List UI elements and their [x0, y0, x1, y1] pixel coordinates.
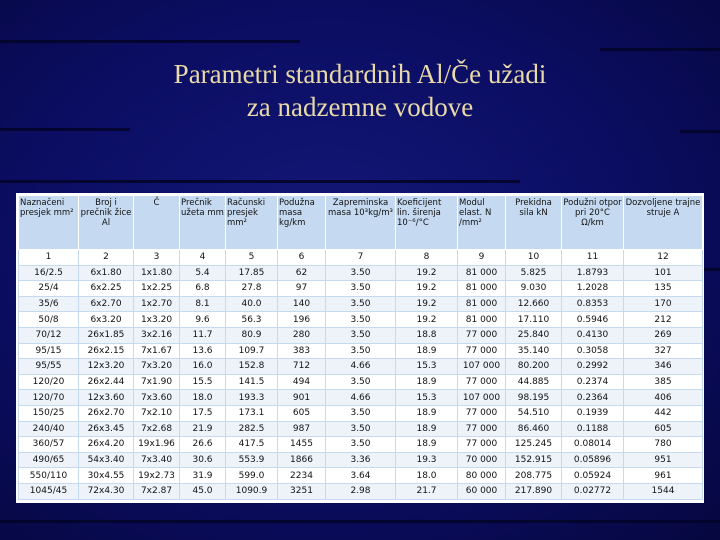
- table-cell: 107 000: [458, 390, 506, 406]
- table-cell: 1045/45: [19, 483, 79, 499]
- table-cell: 26x2.44: [79, 374, 134, 390]
- table-cell: 77 000: [458, 374, 506, 390]
- table-cell: 15.3: [396, 390, 458, 406]
- table-cell: 17.85: [226, 265, 278, 281]
- table-cell: 16.0: [180, 359, 226, 375]
- background-streak: [0, 180, 520, 183]
- table-cell: 25/4: [19, 281, 79, 297]
- index-cell: 1: [19, 250, 79, 266]
- table-cell: 62: [278, 265, 326, 281]
- table-cell: 0.05924: [562, 468, 624, 484]
- table-row: [19, 296, 703, 312]
- table-cell: 95/15: [19, 343, 79, 359]
- table-row: [19, 421, 703, 437]
- table-cell: 150/25: [19, 405, 79, 421]
- table-cell: 86.460: [506, 421, 562, 437]
- background-streak: [0, 128, 130, 131]
- table-cell: 107 000: [458, 359, 506, 375]
- table-cell: 7x3.60: [134, 390, 180, 406]
- table-cell: 494: [278, 374, 326, 390]
- table-cell: 81 000: [458, 281, 506, 297]
- index-cell: 10: [506, 250, 562, 266]
- table-row: [19, 265, 703, 281]
- parameters-table: [18, 195, 703, 500]
- table-cell: 27.8: [226, 281, 278, 297]
- table-cell: 77 000: [458, 327, 506, 343]
- title-line-2: za nadzemne vodove: [246, 92, 474, 122]
- table-cell: 5.4: [180, 265, 226, 281]
- header-cell: Dozvoljene trajne struje A: [624, 196, 703, 250]
- table-cell: 3.50: [326, 405, 396, 421]
- table-cell: 25.840: [506, 327, 562, 343]
- table-cell: 327: [624, 343, 703, 359]
- index-cell: 7: [326, 250, 396, 266]
- table-cell: 9.030: [506, 281, 562, 297]
- table-cell: 18.8: [396, 327, 458, 343]
- table-cell: 13.6: [180, 343, 226, 359]
- table-cell: 54x3.40: [79, 452, 134, 468]
- table-cell: 21.7: [396, 483, 458, 499]
- table-cell: 95/55: [19, 359, 79, 375]
- table-cell: 0.02772: [562, 483, 624, 499]
- table-cell: 550/110: [19, 468, 79, 484]
- title-line-1: Parametri standardnih Al/Če užadi: [173, 59, 547, 89]
- table-cell: 1866: [278, 452, 326, 468]
- table-cell: 240/40: [19, 421, 79, 437]
- table-row: [19, 452, 703, 468]
- table-row: [19, 483, 703, 499]
- index-cell: 2: [79, 250, 134, 266]
- table-cell: 1.8793: [562, 265, 624, 281]
- table-cell: 1544: [624, 483, 703, 499]
- table-cell: 4.66: [326, 390, 396, 406]
- table-cell: 193.3: [226, 390, 278, 406]
- header-cell: Modul elast. N /mm²: [458, 196, 506, 250]
- table-cell: 120/70: [19, 390, 79, 406]
- table-cell: 56.3: [226, 312, 278, 328]
- table-cell: 2.98: [326, 483, 396, 499]
- table-cell: 385: [624, 374, 703, 390]
- table-cell: 3.50: [326, 265, 396, 281]
- parameters-table-container: [16, 193, 704, 503]
- table-cell: 3.50: [326, 327, 396, 343]
- table-cell: 6.8: [180, 281, 226, 297]
- table-cell: 80.200: [506, 359, 562, 375]
- table-row: [19, 312, 703, 328]
- background-streak: [0, 520, 720, 523]
- table-cell: 3.50: [326, 312, 396, 328]
- index-cell: 5: [226, 250, 278, 266]
- table-cell: 282.5: [226, 421, 278, 437]
- table-cell: 12.660: [506, 296, 562, 312]
- table-cell: 26x3.45: [79, 421, 134, 437]
- table-cell: 780: [624, 437, 703, 453]
- table-cell: 0.5946: [562, 312, 624, 328]
- table-cell: 1x2.25: [134, 281, 180, 297]
- table-cell: 81 000: [458, 312, 506, 328]
- table-cell: 40.0: [226, 296, 278, 312]
- table-cell: 125.245: [506, 437, 562, 453]
- background-streak: [600, 48, 720, 51]
- table-cell: 1x3.20: [134, 312, 180, 328]
- table-cell: 109.7: [226, 343, 278, 359]
- table-cell: 140: [278, 296, 326, 312]
- table-cell: 0.2364: [562, 390, 624, 406]
- index-cell: 6: [278, 250, 326, 266]
- table-cell: 97: [278, 281, 326, 297]
- table-cell: 987: [278, 421, 326, 437]
- table-cell: 951: [624, 452, 703, 468]
- table-cell: 26x2.70: [79, 405, 134, 421]
- table-row: [19, 281, 703, 297]
- table-cell: 21.9: [180, 421, 226, 437]
- header-cell: Zapreminska masa 10³kg/m³: [326, 196, 396, 250]
- table-cell: 80 000: [458, 468, 506, 484]
- table-cell: 3.50: [326, 437, 396, 453]
- table-cell: 11.7: [180, 327, 226, 343]
- table-cell: 18.0: [180, 390, 226, 406]
- table-cell: 212: [624, 312, 703, 328]
- table-cell: 383: [278, 343, 326, 359]
- table-cell: 17.110: [506, 312, 562, 328]
- index-cell: 4: [180, 250, 226, 266]
- table-cell: 170: [624, 296, 703, 312]
- table-cell: 217.890: [506, 483, 562, 499]
- table-cell: 16/2.5: [19, 265, 79, 281]
- table-cell: 3x2.16: [134, 327, 180, 343]
- table-cell: 961: [624, 468, 703, 484]
- table-cell: 0.2374: [562, 374, 624, 390]
- table-cell: 0.05896: [562, 452, 624, 468]
- table-cell: 54.510: [506, 405, 562, 421]
- header-cell: Broj i prečnik žice Al: [79, 196, 134, 250]
- header-cell: Podužna masa kg/km: [278, 196, 326, 250]
- table-cell: 18.0: [396, 468, 458, 484]
- header-cell: Prekidna sila kN: [506, 196, 562, 250]
- table-row: [19, 437, 703, 453]
- table-cell: 0.3058: [562, 343, 624, 359]
- table-cell: 77 000: [458, 437, 506, 453]
- table-cell: 5.825: [506, 265, 562, 281]
- table-cell: 9.6: [180, 312, 226, 328]
- table-cell: 72x4.30: [79, 483, 134, 499]
- table-cell: 77 000: [458, 343, 506, 359]
- table-cell: 19x2.73: [134, 468, 180, 484]
- table-cell: 19.2: [396, 312, 458, 328]
- table-cell: 605: [624, 421, 703, 437]
- table-cell: 7x1.67: [134, 343, 180, 359]
- table-cell: 60 000: [458, 483, 506, 499]
- background-streak: [680, 130, 720, 133]
- table-cell: 98.195: [506, 390, 562, 406]
- table-cell: 0.2992: [562, 359, 624, 375]
- table-cell: 141.5: [226, 374, 278, 390]
- index-cell: 9: [458, 250, 506, 266]
- table-cell: 77 000: [458, 421, 506, 437]
- table-cell: 19.3: [396, 452, 458, 468]
- table-cell: 26x4.20: [79, 437, 134, 453]
- slide-title: [0, 58, 720, 124]
- table-cell: 15.5: [180, 374, 226, 390]
- table-cell: 152.915: [506, 452, 562, 468]
- table-cell: 18.9: [396, 405, 458, 421]
- table-cell: 6x2.70: [79, 296, 134, 312]
- table-cell: 0.8353: [562, 296, 624, 312]
- table-cell: 4.66: [326, 359, 396, 375]
- table-cell: 152.8: [226, 359, 278, 375]
- table-cell: 12x3.60: [79, 390, 134, 406]
- table-cell: 6x2.25: [79, 281, 134, 297]
- index-cell: 11: [562, 250, 624, 266]
- table-cell: 1x2.70: [134, 296, 180, 312]
- table-cell: 81 000: [458, 296, 506, 312]
- table-cell: 6x3.20: [79, 312, 134, 328]
- table-cell: 196: [278, 312, 326, 328]
- table-cell: 18.9: [396, 437, 458, 453]
- table-cell: 1090.9: [226, 483, 278, 499]
- table-cell: 77 000: [458, 405, 506, 421]
- table-cell: 12x3.20: [79, 359, 134, 375]
- table-cell: 3251: [278, 483, 326, 499]
- table-cell: 70/12: [19, 327, 79, 343]
- table-cell: 3.50: [326, 296, 396, 312]
- table-cell: 30.6: [180, 452, 226, 468]
- table-body: [19, 250, 703, 500]
- table-cell: 173.1: [226, 405, 278, 421]
- table-cell: 26x2.15: [79, 343, 134, 359]
- table-cell: 7x2.68: [134, 421, 180, 437]
- table-cell: 19.2: [396, 265, 458, 281]
- header-cell: Naznačeni presjek mm²: [19, 196, 79, 250]
- table-cell: 3.50: [326, 281, 396, 297]
- table-row: [19, 468, 703, 484]
- column-index-row: [19, 250, 703, 266]
- table-cell: 18.9: [396, 421, 458, 437]
- table-cell: 31.9: [180, 468, 226, 484]
- table-cell: 2234: [278, 468, 326, 484]
- table-cell: 1x1.80: [134, 265, 180, 281]
- table-cell: 599.0: [226, 468, 278, 484]
- table-cell: 490/65: [19, 452, 79, 468]
- table-cell: 120/20: [19, 374, 79, 390]
- table-cell: 101: [624, 265, 703, 281]
- table-cell: 50/8: [19, 312, 79, 328]
- background-streak: [0, 40, 300, 43]
- index-cell: 8: [396, 250, 458, 266]
- table-cell: 7x2.87: [134, 483, 180, 499]
- table-cell: 18.9: [396, 374, 458, 390]
- header-cell: Podužni otpor pri 20°C Ω/km: [562, 196, 624, 250]
- table-cell: 208.775: [506, 468, 562, 484]
- table-cell: 269: [624, 327, 703, 343]
- table-cell: 30x4.55: [79, 468, 134, 484]
- table-cell: 417.5: [226, 437, 278, 453]
- table-cell: 605: [278, 405, 326, 421]
- table-cell: 0.1188: [562, 421, 624, 437]
- table-cell: 35.140: [506, 343, 562, 359]
- table-cell: 3.50: [326, 343, 396, 359]
- table-cell: 81 000: [458, 265, 506, 281]
- table-cell: 346: [624, 359, 703, 375]
- table-row: [19, 405, 703, 421]
- table-cell: 7x1.90: [134, 374, 180, 390]
- table-row: [19, 359, 703, 375]
- table-cell: 360/57: [19, 437, 79, 453]
- header-row: [19, 196, 703, 250]
- table-cell: 3.64: [326, 468, 396, 484]
- table-cell: 553.9: [226, 452, 278, 468]
- table-cell: 3.50: [326, 374, 396, 390]
- table-cell: 35/6: [19, 296, 79, 312]
- index-cell: 12: [624, 250, 703, 266]
- table-cell: 26.6: [180, 437, 226, 453]
- table-cell: 0.08014: [562, 437, 624, 453]
- header-cell: Č: [134, 196, 180, 250]
- index-cell: 3: [134, 250, 180, 266]
- table-cell: 15.3: [396, 359, 458, 375]
- table-cell: 19.2: [396, 296, 458, 312]
- table-cell: 406: [624, 390, 703, 406]
- header-cell: Koeficijent lin. širenja 10⁻⁶/°C: [396, 196, 458, 250]
- table-cell: 712: [278, 359, 326, 375]
- table-cell: 8.1: [180, 296, 226, 312]
- table-cell: 135: [624, 281, 703, 297]
- table-cell: 44.885: [506, 374, 562, 390]
- table-cell: 7x3.20: [134, 359, 180, 375]
- table-cell: 17.5: [180, 405, 226, 421]
- table-cell: 1455: [278, 437, 326, 453]
- header-cell: Računski presjek mm²: [226, 196, 278, 250]
- table-row: [19, 327, 703, 343]
- table-cell: 0.4130: [562, 327, 624, 343]
- table-cell: 80.9: [226, 327, 278, 343]
- table-cell: 1.2028: [562, 281, 624, 297]
- table-cell: 3.36: [326, 452, 396, 468]
- table-cell: 0.1939: [562, 405, 624, 421]
- header-cell: Prečnik užeta mm: [180, 196, 226, 250]
- table-cell: 19x1.96: [134, 437, 180, 453]
- table-cell: 45.0: [180, 483, 226, 499]
- table-cell: 18.9: [396, 343, 458, 359]
- table-cell: 280: [278, 327, 326, 343]
- table-cell: 901: [278, 390, 326, 406]
- table-row: [19, 390, 703, 406]
- table-row: [19, 343, 703, 359]
- table-cell: 70 000: [458, 452, 506, 468]
- table-cell: 19.2: [396, 281, 458, 297]
- table-row: [19, 374, 703, 390]
- table-cell: 7x2.10: [134, 405, 180, 421]
- table-cell: 3.50: [326, 421, 396, 437]
- table-cell: 6x1.80: [79, 265, 134, 281]
- table-cell: 442: [624, 405, 703, 421]
- table-cell: 26x1.85: [79, 327, 134, 343]
- table-cell: 7x3.40: [134, 452, 180, 468]
